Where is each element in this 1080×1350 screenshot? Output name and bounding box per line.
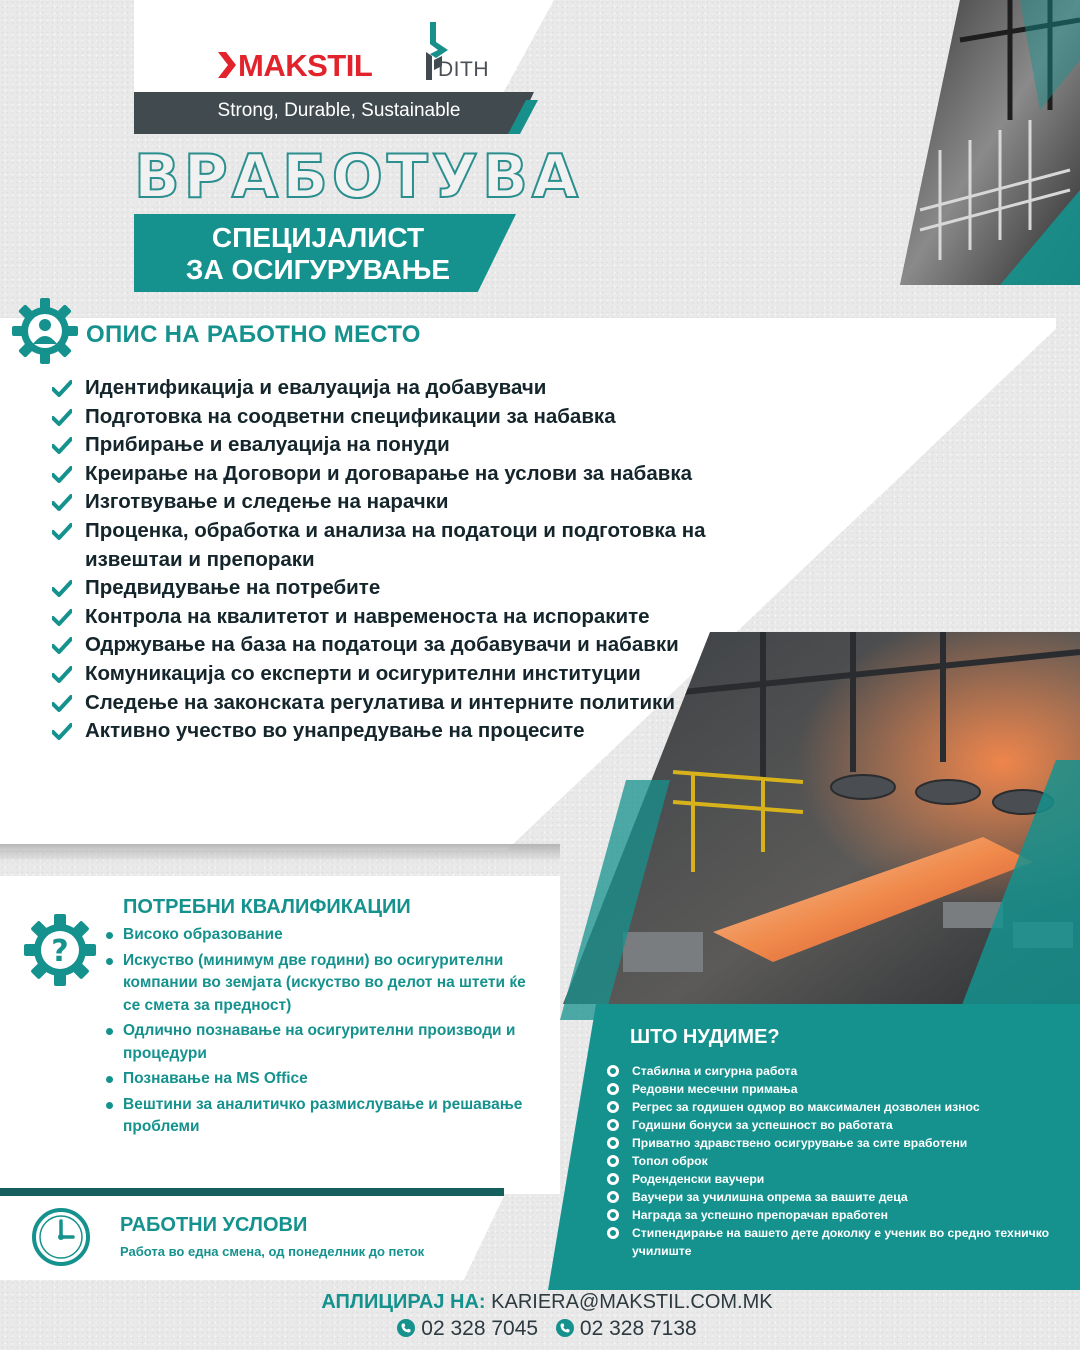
duty-text: Идентификација и евалуација на добавувачи	[85, 376, 547, 399]
qualifications-heading: ПОТРЕБНИ КВАЛИФИКАЦИИ	[123, 896, 411, 918]
benefit-text: Ваучери за училишна опрема за вашите деца	[632, 1190, 908, 1204]
duty-item	[52, 460, 752, 489]
makstil-logo: MAKSTIL	[238, 48, 373, 83]
duty-item	[52, 403, 752, 432]
duty-text: Одржување на база на податоци за добавувачи и набавки	[85, 633, 679, 657]
benefit-bullet-icon	[607, 1119, 619, 1131]
duty-text: Предвидување на потребите	[85, 576, 381, 600]
check-icon	[52, 695, 72, 713]
svg-text:?: ?	[51, 934, 69, 969]
qualifications-list	[104, 924, 544, 1142]
duty-text: Следење на законската регулатива и интерните политики	[85, 690, 675, 714]
benefit-bullet-icon	[607, 1065, 619, 1077]
duty-item	[52, 660, 752, 689]
gear-person-icon	[12, 298, 78, 364]
duties-list	[52, 374, 752, 746]
duty-item	[52, 517, 752, 574]
hero-title: ВРАБОТУВА	[134, 142, 583, 212]
duty-item	[52, 574, 752, 603]
apply-email-link[interactable]: KARIERA@MAKSTIL.COM.MK	[491, 1291, 773, 1313]
benefit-item	[606, 1098, 1066, 1116]
check-icon	[52, 666, 72, 684]
phone-icon	[556, 1319, 574, 1337]
benefit-bullet-icon	[607, 1227, 619, 1239]
benefit-text: Редовни месечни примања	[632, 1082, 798, 1096]
benefit-bullet-icon	[607, 1137, 619, 1149]
benefit-bullet-icon	[607, 1101, 619, 1113]
job-description-heading: ОПИС НА РАБОТНО МЕСТО	[86, 321, 421, 348]
benefit-item	[606, 1170, 1066, 1188]
check-icon	[52, 466, 72, 484]
check-icon	[52, 580, 72, 598]
benefits-heading: ШТО НУДИМЕ?	[630, 1026, 780, 1048]
duty-text: Изготвување и следење на нарачки	[85, 490, 449, 514]
working-conditions-heading: РАБОТНИ УСЛОВИ	[120, 1214, 308, 1236]
working-conditions-text: Работа во една смена, од понеделник до петок	[120, 1244, 425, 1259]
duty-item	[52, 603, 752, 632]
top-industrial-photo	[900, 0, 1080, 285]
check-icon	[52, 494, 72, 512]
benefit-text: Роденденски ваучери	[632, 1172, 765, 1186]
check-icon	[52, 523, 72, 541]
duty-item	[52, 431, 752, 460]
check-icon	[52, 409, 72, 427]
benefit-item	[606, 1134, 1066, 1152]
benefit-text: Награда за успешно препорачан вработен	[632, 1208, 888, 1222]
check-icon	[52, 723, 72, 741]
benefit-text: Регрес за годишен одмор во максимален дозволен износ	[632, 1100, 980, 1114]
clock-icon	[30, 1206, 92, 1268]
qualification-item: Познавање на MS Office	[104, 1068, 544, 1091]
benefit-bullet-icon	[607, 1209, 619, 1221]
apply-label: АПЛИЦИРАЈ НА:	[321, 1291, 486, 1313]
benefit-text: Приватно здравствено осигурување за сите вработени	[632, 1136, 968, 1150]
check-icon	[52, 637, 72, 655]
benefits-list	[606, 1062, 1066, 1260]
check-icon	[52, 380, 72, 398]
duty-text: Активно учество во унапредување на процесите	[85, 719, 585, 743]
qualification-item: Високо образование	[104, 924, 544, 947]
phone-numbers	[0, 1317, 1080, 1341]
duty-text: Проценка, обработка и анализа на податоци и подготовка на извештаи и препораки	[85, 518, 706, 571]
gear-question-icon	[24, 914, 96, 986]
duty-text: Прибирање и евалуација на понуди	[85, 433, 450, 457]
phone-number-1-text: 02 328 7045	[421, 1317, 539, 1340]
duty-item	[52, 689, 752, 718]
qualification-item: Искуство (минимум две години) во осигурителни компании во земјата (искуство во делот на штети ќе се смета за предност)	[104, 950, 544, 1018]
benefit-bullet-icon	[607, 1155, 619, 1167]
benefit-text: Годишни бонуси за успешност во работата	[632, 1118, 893, 1132]
duty-item	[52, 631, 752, 660]
duty-text: Комуникација со експерти и осигурителни институции	[85, 661, 641, 685]
phone-number-2[interactable]	[556, 1317, 697, 1340]
phone-number-2-text: 02 328 7138	[579, 1317, 697, 1340]
edith-logo: DITH	[438, 58, 489, 81]
phone-icon	[397, 1319, 415, 1337]
card-shadow	[0, 844, 560, 862]
apply-line	[0, 1291, 1080, 1314]
benefit-item	[606, 1152, 1066, 1170]
phone-number-1[interactable]	[397, 1317, 544, 1340]
benefit-text: Стипендирање на вашето дете доколку е ученик во средно техничко училиште	[632, 1226, 1050, 1258]
tagline: Strong, Durable, Sustainable	[217, 100, 461, 121]
benefit-item	[606, 1080, 1066, 1098]
benefit-item	[606, 1188, 1066, 1206]
duty-item	[52, 374, 752, 403]
benefit-item	[606, 1062, 1066, 1080]
conditions-top-bar	[0, 1188, 504, 1196]
duty-item	[52, 488, 752, 517]
benefit-item	[606, 1116, 1066, 1134]
benefit-bullet-icon	[607, 1173, 619, 1185]
benefit-text: Топол оброк	[632, 1154, 708, 1168]
qualification-item: Одлично познавање на осигурителни производи и процедури	[104, 1020, 544, 1065]
duty-text: Подготовка на соодветни спецификации за набавка	[85, 404, 616, 428]
position-title	[150, 222, 486, 286]
check-icon	[52, 609, 72, 627]
duty-text: Креирање на Договори и договарање на услови за набавка	[85, 461, 692, 485]
benefit-item	[606, 1224, 1066, 1260]
position-title-line1: СПЕЦИЈАЛИСТ	[211, 222, 425, 253]
benefit-bullet-icon	[607, 1083, 619, 1095]
qualification-item: Вештини за аналитичко размислување и решавање проблеми	[104, 1094, 544, 1139]
makstil-arrow-icon	[218, 52, 236, 78]
duty-item	[52, 717, 752, 746]
benefit-bullet-icon	[607, 1191, 619, 1203]
benefit-item	[606, 1206, 1066, 1224]
check-icon	[52, 437, 72, 455]
duty-text: Контрола на квалитетот и навременоста на испораките	[85, 604, 650, 628]
benefit-text: Стабилна и сигурна работа	[632, 1064, 798, 1078]
position-title-line2: ЗА ОСИГУРУВАЊЕ	[185, 254, 451, 285]
